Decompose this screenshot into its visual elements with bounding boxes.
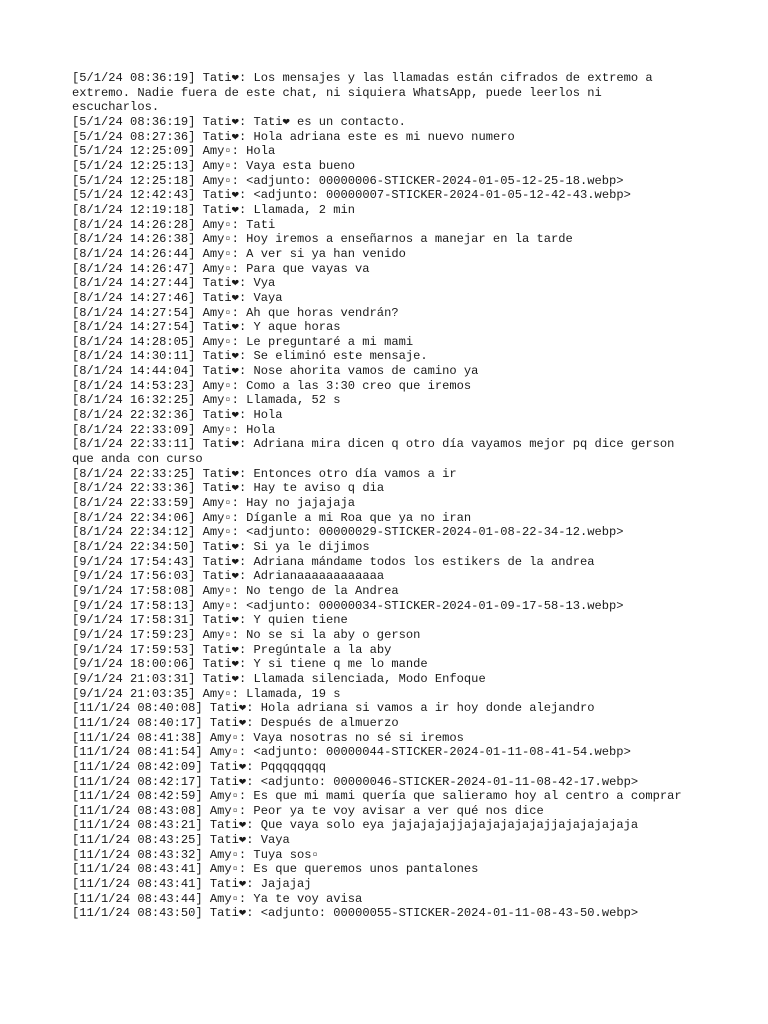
- chat-message: [5/1/24 12:25:18] Amy▫: <adjunto: 00000006-STICKER-2024-01-05-12-25-18.webp>: [72, 173, 624, 188]
- chat-message: [11/1/24 08:42:17] Tati❤: <adjunto: 00000046-STICKER-2024-01-11-08-42-17.webp>: [72, 774, 639, 789]
- chat-message: [11/1/24 08:40:08] Tati❤: Hola adriana si vamos a ir hoy donde alejandro: [72, 701, 595, 716]
- chat-message: [11/1/24 08:43:25] Tati❤: Vaya: [72, 833, 290, 848]
- chat-message: [11/1/24 08:40:17] Tati❤: Después de almuerzo: [72, 715, 399, 730]
- chat-message: [11/1/24 08:43:32] Amy▫: Tuya sos▫: [72, 847, 319, 862]
- chat-message: [11/1/24 08:43:08] Amy▫: Peor ya te voy avisar a ver qué nos dice: [72, 803, 544, 818]
- chat-message: [8/1/24 22:33:59] Amy▫: Hay no jajajaja: [72, 496, 356, 511]
- chat-message: [8/1/24 14:26:28] Amy▫: Tati: [72, 217, 276, 232]
- chat-message: [5/1/24 12:25:13] Amy▫: Vaya esta bueno: [72, 158, 356, 173]
- chat-message: [5/1/24 12:25:09] Amy▫: Hola: [72, 144, 276, 159]
- chat-message: [8/1/24 16:32:25] Amy▫: Llamada, 52 s: [72, 393, 341, 408]
- chat-message: [9/1/24 17:58:13] Amy▫: <adjunto: 00000034-STICKER-2024-01-09-17-58-13.webp>: [72, 598, 624, 613]
- chat-message: [9/1/24 18:00:06] Tati❤: Y si tiene q me lo mande: [72, 657, 428, 672]
- chat-message: [8/1/24 22:33:25] Tati❤: Entonces otro día vamos a ir: [72, 466, 457, 481]
- chat-message: [8/1/24 22:34:50] Tati❤: Si ya le dijimos: [72, 540, 370, 554]
- chat-message: [11/1/24 08:43:44] Amy▫: Ya te voy avisa: [72, 891, 363, 906]
- chat-message: [8/1/24 14:26:44] Amy▫: A ver si ya han venido: [72, 246, 406, 261]
- chat-message: [5/1/24 08:27:36] Tati❤: Hola adriana este es mi nuevo numero: [72, 129, 515, 144]
- chat-message: [9/1/24 17:58:31] Tati❤: Y quien tiene: [72, 613, 348, 628]
- chat-message: [8/1/24 12:19:18] Tati❤: Llamada, 2 min: [72, 202, 356, 217]
- chat-message: [5/1/24 12:42:43] Tati❤: <adjunto: 00000007-STICKER-2024-01-05-12-42-43.webp>: [72, 188, 631, 203]
- chat-message: [8/1/24 14:28:05] Amy▫: Le preguntaré a mi mami: [72, 334, 414, 349]
- chat-message: [11/1/24 08:41:38] Amy▫: Vaya nosotras no sé si iremos: [72, 730, 464, 745]
- chat-log: [72, 71, 692, 921]
- chat-message: [9/1/24 21:03:31] Tati❤: Llamada silenciada, Modo Enfoque: [72, 671, 486, 686]
- chat-message: [8/1/24 22:33:36] Tati❤: Hay te aviso q dia: [72, 481, 385, 496]
- chat-message: [8/1/24 14:27:54] Amy▫: Ah que horas vendrán?: [72, 305, 399, 320]
- chat-message: [8/1/24 14:27:46] Tati❤: Vaya: [72, 290, 283, 305]
- chat-message: [8/1/24 14:30:11] Tati❤: Se eliminó este mensaje.: [72, 349, 428, 364]
- chat-message: [8/1/24 14:26:38] Amy▫: Hoy iremos a enseñarnos a manejar en la tarde: [72, 232, 573, 247]
- chat-message: [8/1/24 14:27:54] Tati❤: Y aque horas: [72, 320, 341, 335]
- chat-message: [9/1/24 17:54:43] Tati❤: Adriana mándame todos los estikers de la andrea: [72, 554, 595, 569]
- chat-message: [8/1/24 14:27:44] Tati❤: Vya: [72, 276, 276, 291]
- chat-message: [9/1/24 17:59:23] Amy▫: No se si la aby o gerson: [72, 627, 421, 642]
- chat-message: [9/1/24 17:56:03] Tati❤: Adrianaaaaaaaaaaaa: [72, 569, 385, 584]
- chat-message: [5/1/24 08:36:19] Tati❤: Tati❤ es un contacto.: [72, 114, 406, 129]
- chat-message: [8/1/24 22:33:09] Amy▫: Hola: [72, 422, 276, 437]
- chat-message: [5/1/24 08:36:19] Tati❤: Los mensajes y las llamadas están cifrados de extremo a extremo. Nadie fuera de este chat, ni siquiera WhatsApp, puede leerlos ni escucharlos.: [72, 71, 660, 115]
- chat-message: [8/1/24 14:26:47] Amy▫: Para que vayas va: [72, 261, 370, 276]
- chat-message: [11/1/24 08:43:41] Amy▫: Es que queremos unos pantalones: [72, 862, 479, 877]
- chat-message: [11/1/24 08:43:50] Tati❤: <adjunto: 00000055-STICKER-2024-01-11-08-43-50.webp>: [72, 906, 639, 921]
- chat-message: [11/1/24 08:43:41] Tati❤: Jajajaj: [72, 877, 312, 892]
- chat-message: [11/1/24 08:42:09] Tati❤: Pqqqqqqqq: [72, 759, 327, 774]
- chat-message: [11/1/24 08:43:21] Tati❤: Que vaya solo eya jajajajajjajajajajajajjajajajajaja: [72, 818, 639, 833]
- chat-message: [9/1/24 17:59:53] Tati❤: Pregúntale a la aby: [72, 642, 392, 657]
- chat-message: [8/1/24 22:34:06] Amy▫: Díganle a mi Roa que ya no iran: [72, 510, 472, 525]
- chat-message: [11/1/24 08:42:59] Amy▫: Es que mi mami quería que salieramo hoy al centro a comprar: [72, 789, 682, 804]
- chat-message: [11/1/24 08:41:54] Amy▫: <adjunto: 00000044-STICKER-2024-01-11-08-41-54.webp>: [72, 745, 631, 760]
- chat-message: [8/1/24 22:33:11] Tati❤: Adriana mira dicen q otro día vayamos mejor pq dice gerson que anda con curso: [72, 437, 682, 467]
- chat-message: [8/1/24 22:32:36] Tati❤: Hola: [72, 408, 283, 423]
- chat-message: [8/1/24 14:53:23] Amy▫: Como a las 3:30 creo que iremos: [72, 378, 472, 393]
- chat-message: [9/1/24 17:58:08] Amy▫: No tengo de la Andrea: [72, 583, 399, 598]
- chat-message: [9/1/24 21:03:35] Amy▫: Llamada, 19 s: [72, 686, 341, 701]
- chat-message: [8/1/24 22:34:12] Amy▫: <adjunto: 00000029-STICKER-2024-01-08-22-34-12.webp>: [72, 525, 624, 540]
- chat-message: [8/1/24 14:44:04] Tati❤: Nose ahorita vamos de camino ya: [72, 364, 479, 379]
